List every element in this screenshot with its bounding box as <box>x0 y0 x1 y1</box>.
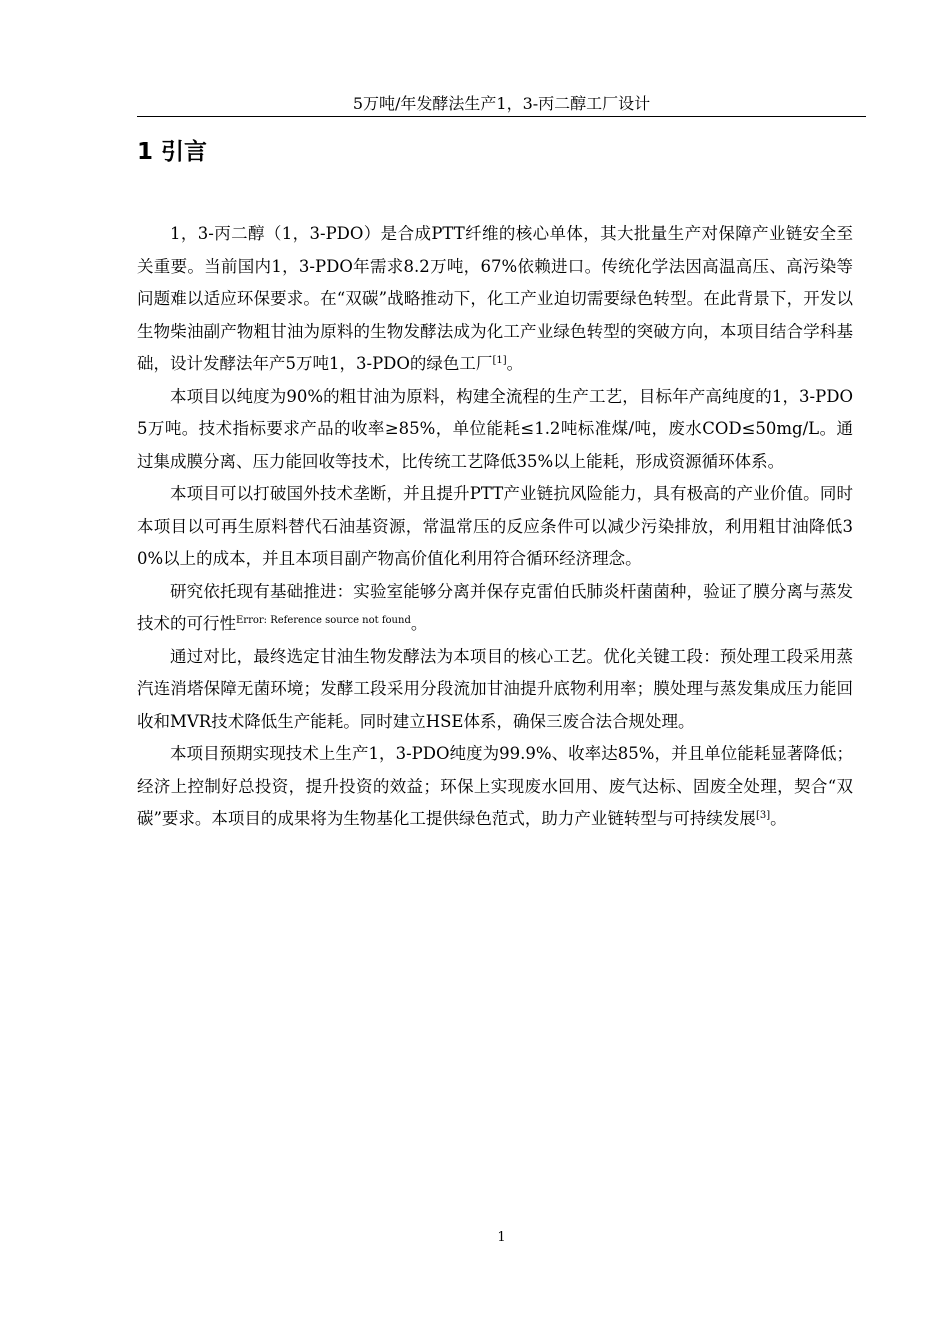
paragraph-4 <box>137 576 853 641</box>
paragraph-5-text: 通过对比，最终选定甘油生物发酵法为本项目的核心工艺。优化关键工段：预处理工段采用蒸汽连消塔保障无菌环境；发酵工段采用分段流加甘油提升底物利用率；膜处理与蒸发集成压力能回收和MVR技术降低生产能耗。同时建立HSE体系，确保三废合法合规处理。 <box>137 646 853 731</box>
paragraph-1-text: 1，3-丙二醇（1，3-PDO）是合成PTT纤维的核心单体，其大批量生产对保障产业链安全至关重要。当前国内1，3-PDO年需求8.2万吨，67%依赖进口。传统化学法因高温高压、高污染等问题难以适应环保要求。在“双碳”战略推动下，化工产业迫切需要绿色转型。在此背景下，开发以生物柴油副产物粗甘油为原料的生物发酵法成为化工产业绿色转型的突破方向，本项目结合学科基础，设计发酵法年产5万吨1，3-PDO的绿色工厂 <box>137 224 853 373</box>
running-header: 5万吨/年发酵法生产1，3-丙二醇工厂设计 <box>352 94 651 113</box>
paragraph-5 <box>137 641 853 739</box>
paragraph-3-text: 本项目可以打破国外技术垄断，并且提升PTT产业链抗风险能力，具有极高的产业价值。同时本项目以可再生原料替代石油基资源，常温常压的反应条件可以减少污染排放，利用粗甘油降低30%以上的成本，并且本项目副产物高价值化利用符合循环经济理念。 <box>137 484 853 568</box>
header-rule <box>137 116 866 117</box>
paragraph-4-end: 。 <box>410 614 428 633</box>
paragraph-6 <box>137 738 853 836</box>
body-text <box>137 218 853 836</box>
chapter-title: 1 引言 <box>137 139 208 165</box>
paragraph-6-end: 。 <box>770 809 787 828</box>
paragraph-4-text: 研究依托现有基础推进：实验室能够分离并保存克雷伯氏肺炎杆菌菌种，验证了膜分离与蒸发技术的可行性 <box>137 581 853 633</box>
citation-1: [1] <box>492 355 507 366</box>
citation-3: [3] <box>755 810 771 821</box>
page-number: 1 <box>497 1230 506 1245</box>
paragraph-1 <box>137 218 853 381</box>
paragraph-2-text: 本项目以纯度为90%的粗甘油为原料，构建全流程的生产工艺，目标年产高纯度的1，3-PDO 5万吨。技术指标要求产品的收率≥85%，单位能耗≤1.2吨标准煤/吨，废水COD≤50mg/L。通过集成膜分离、压力能回收等技术，比传统工艺降低35%以上能耗，形成资源循环体系。 <box>137 386 853 471</box>
paragraph-6-text: 本项目预期实现技术上生产1，3-PDO纯度为99.9%、收率达85%，并且单位能耗显著降低；经济上控制好总投资，提升投资的效益；环保上实现废水回用、废气达标、固废全处理，契合“双碳”要求。本项目的成果将为生物基化工提供绿色范式，助力产业链转型与可持续发展 <box>137 744 853 828</box>
paragraph-2 <box>137 381 853 479</box>
paragraph-3 <box>137 478 853 576</box>
citation-error: Error: Reference source not found <box>236 615 411 626</box>
paragraph-1-end: 。 <box>506 354 524 373</box>
